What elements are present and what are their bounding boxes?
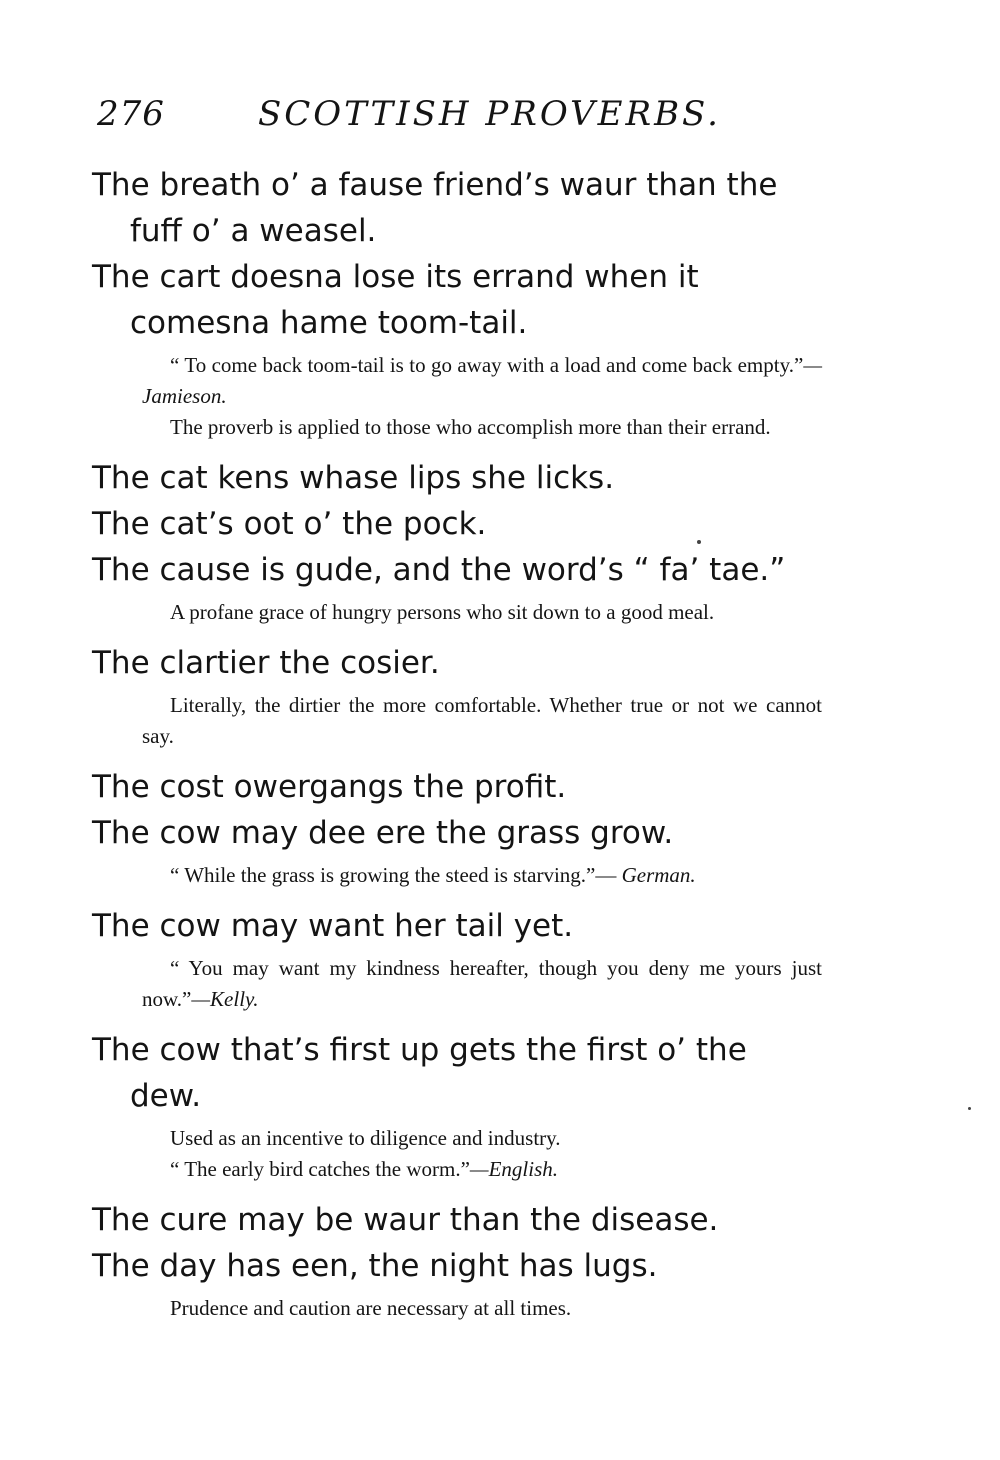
commentary [92, 953, 822, 1015]
proverb: The cause is gude, and the word’s “ fa’ tae.” [92, 552, 786, 588]
note-source: German. [621, 863, 696, 887]
note-source: —English. [469, 1157, 558, 1181]
note: “ You may want my kindness hereafter, though you deny me yours just now.”—Kelly. [142, 956, 822, 1011]
note: Prudence and caution are necessary at all times. [170, 1296, 572, 1320]
running-title: SCOTTISH PROVERBS. [258, 94, 721, 134]
page-number: 276 [97, 94, 165, 134]
proverb: The cat’s oot o’ the pock. [92, 506, 487, 542]
commentary [92, 1123, 822, 1185]
note-source: —Jamieson. [142, 353, 822, 408]
commentary [92, 860, 822, 891]
proverb: The cure may be waur than the disease. [92, 1202, 719, 1238]
proverb: The day has een, the night has lugs. [92, 1248, 658, 1284]
note: A profane grace of hungry persons who sit down to a good meal. [170, 600, 715, 624]
proverb: The cart doesna lose its errand when it comesna hame toom-tail. [92, 259, 699, 341]
proverb: The breath o’ a fause friend’s waur than the fuff o’ a weasel. [92, 167, 778, 249]
proverb-list [92, 162, 822, 1336]
note: The proverb is applied to those who accomplish more than their errand. [170, 415, 771, 439]
commentary [92, 597, 822, 628]
ink-speck [968, 1107, 971, 1110]
commentary [92, 350, 822, 443]
commentary [92, 1293, 822, 1324]
note: “ While the grass is growing the steed is starving.”— German. [170, 863, 696, 887]
proverb: The cat kens whase lips she licks. [92, 460, 615, 496]
page-header [97, 94, 721, 134]
ink-speck [697, 540, 701, 544]
note: Literally, the dirtier the more comfortable. Whether true or not we cannot say. [142, 693, 822, 748]
proverb: The cow may dee ere the grass grow. [92, 815, 674, 851]
note: “ The early bird catches the worm.”—English. [170, 1157, 558, 1181]
proverb: The clartier the cosier. [92, 645, 440, 681]
proverb: The cow may want her tail yet. [92, 908, 574, 944]
note: Used as an incentive to diligence and industry. [170, 1126, 561, 1150]
commentary [92, 690, 822, 752]
note-source: —Kelly. [191, 987, 259, 1011]
proverb: The cost owergangs the profit. [92, 769, 567, 805]
proverb: The cow that’s first up gets the first o’ the dew. [92, 1032, 747, 1114]
note: “ To come back toom-tail is to go away with a load and come back empty.”—Jamieson. [142, 353, 822, 408]
